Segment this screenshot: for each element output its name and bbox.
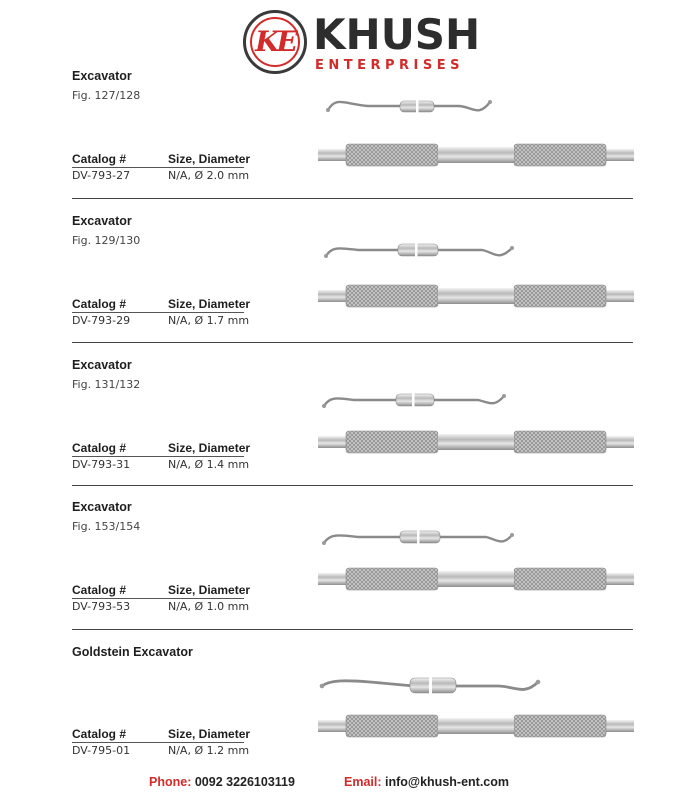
- catalog-header: Catalog #: [72, 727, 127, 741]
- email-address[interactable]: info@khush-ent.com: [385, 775, 509, 789]
- email-line: [344, 775, 509, 789]
- catalog-header: Catalog #: [72, 583, 127, 597]
- size-diameter: N/A, Ø 2.0 mm: [168, 169, 250, 182]
- instrument-handle-image: [318, 283, 634, 309]
- product-name: Goldstein Excavator: [72, 645, 193, 659]
- size-header: Size, Diameter: [168, 441, 251, 455]
- brand-subtitle: ENTERPRISES: [315, 58, 464, 73]
- instrument-tip-image: [318, 386, 508, 416]
- instrument-tip-image: [318, 238, 518, 268]
- instrument-tip-image: [318, 525, 518, 555]
- product-name: Excavator: [72, 358, 132, 372]
- size-header: Size, Diameter: [168, 583, 251, 597]
- phone-line: [149, 775, 295, 789]
- instrument-tip-image: [318, 92, 498, 122]
- product-fig: Fig. 129/130: [72, 234, 141, 247]
- product-fig: Fig. 131/132: [72, 378, 141, 391]
- catalog-header: Catalog #: [72, 441, 127, 455]
- logo-monogram: KE: [255, 25, 295, 58]
- product-name: Excavator: [72, 214, 132, 228]
- catalog-number: DV-793-29: [72, 314, 131, 327]
- header-rule: [72, 312, 244, 313]
- catalog-number: DV-793-31: [72, 458, 131, 471]
- section-divider: [72, 198, 633, 199]
- instrument-tip-image: [318, 670, 544, 704]
- catalog-number: DV-795-01: [72, 744, 131, 757]
- phone-number[interactable]: 0092 3226103119: [194, 775, 295, 789]
- instrument-handle-image: [318, 713, 634, 739]
- instrument-handle-image: [318, 142, 634, 168]
- phone-label: Phone:: [149, 775, 192, 789]
- product-fig: Fig. 127/128: [72, 89, 141, 102]
- section-divider: [72, 485, 633, 486]
- product-fig: Fig. 153/154: [72, 520, 141, 533]
- email-label: Email:: [344, 775, 382, 789]
- logo-emblem: [243, 10, 307, 74]
- catalog-number: DV-793-27: [72, 169, 131, 182]
- header-rule: [72, 742, 244, 743]
- size-header: Size, Diameter: [168, 727, 251, 741]
- size-header: Size, Diameter: [168, 152, 251, 166]
- instrument-handle-image: [318, 429, 634, 455]
- product-name: Excavator: [72, 500, 132, 514]
- catalog-header: Catalog #: [72, 152, 127, 166]
- size-header: Size, Diameter: [168, 297, 251, 311]
- size-diameter: N/A, Ø 1.2 mm: [168, 744, 250, 757]
- header-rule: [72, 167, 244, 168]
- size-diameter: N/A, Ø 1.0 mm: [168, 600, 250, 613]
- section-divider: [72, 342, 633, 343]
- size-diameter: N/A, Ø 1.4 mm: [168, 458, 250, 471]
- catalog-header: Catalog #: [72, 297, 127, 311]
- instrument-handle-image: [318, 566, 634, 592]
- product-name: Excavator: [72, 69, 132, 83]
- company-logo: [243, 10, 481, 80]
- section-divider: [72, 629, 633, 630]
- brand-name: KHUSH: [313, 10, 481, 59]
- catalog-number: DV-793-53: [72, 600, 131, 613]
- size-diameter: N/A, Ø 1.7 mm: [168, 314, 250, 327]
- header-rule: [72, 598, 244, 599]
- header-rule: [72, 456, 244, 457]
